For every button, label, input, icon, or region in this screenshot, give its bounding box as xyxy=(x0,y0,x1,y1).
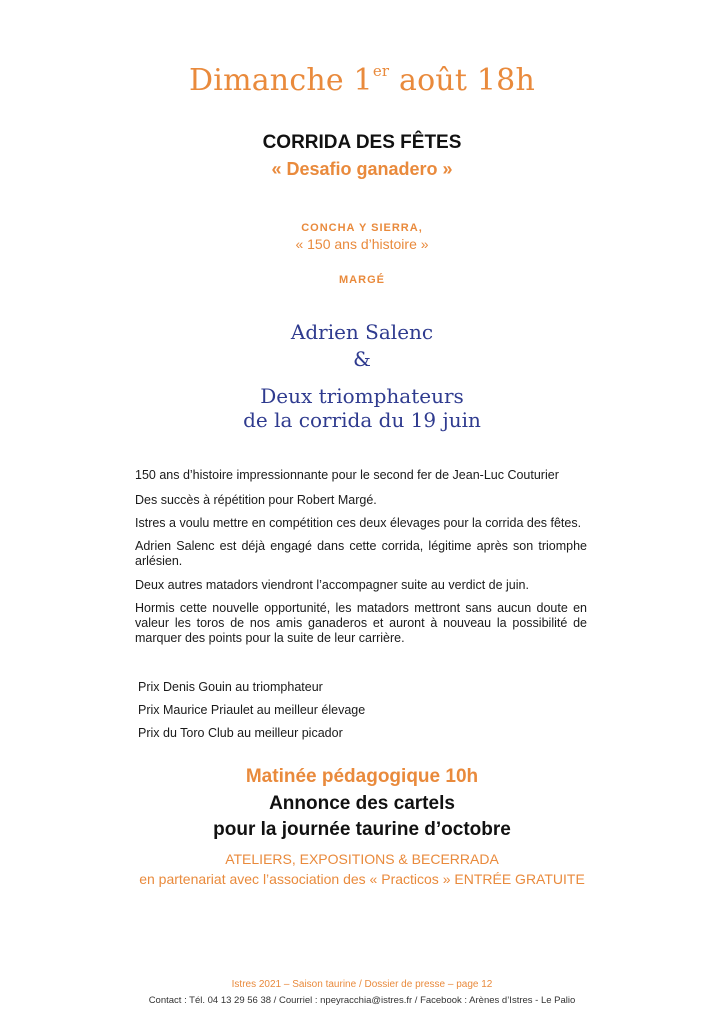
prize-3: Prix du Toro Club au meilleur picador xyxy=(138,726,343,740)
matinee-subtitle-2: pour la journée taurine d’octobre xyxy=(213,819,511,840)
event-date-heading xyxy=(0,62,724,98)
matinee-subtitle-1: Annonce des cartels xyxy=(269,793,455,814)
body-paragraph-1: 150 ans d’histoire impressionnante pour le second fer de Jean-Luc Couturier xyxy=(135,468,559,482)
breeder-marge: MARGÉ xyxy=(339,274,385,286)
matador-ampersand: & xyxy=(353,347,371,371)
body-paragraph-6: Hormis cette nouvelle opportunité, les matadors mettront sans aucun doute en valeur les toros de nos amis ganaderos et auront à nouveau la possibilité de marquer des points pour la suite de leur carrière. xyxy=(135,601,587,645)
event-subtitle: « Desafio ganadero » xyxy=(271,159,453,179)
body-paragraph-2: Des succès à répétition pour Robert Margé. xyxy=(135,493,377,507)
date-main: Dimanche 1 xyxy=(189,63,373,98)
matador-line-4: de la corrida du 19 juin xyxy=(243,408,481,432)
footer-page-info: Istres 2021 – Saison taurine / Dossier de presse – page 12 xyxy=(231,979,493,990)
matinee-title: Matinée pédagogique 10h xyxy=(245,766,479,787)
body-paragraph-5: Deux autres matadors viendront l’accompagner suite au verdict de juin. xyxy=(135,578,529,592)
matinee-info-2: en partenariat avec l’association des « Practicos » ENTRÉE GRATUITE xyxy=(139,871,585,887)
matador-line-1: Adrien Salenc xyxy=(290,320,434,344)
date-rest: août 18h xyxy=(389,63,535,98)
prize-2: Prix Maurice Priaulet au meilleur élevage xyxy=(138,703,366,717)
footer-contact: Contact : Tél. 04 13 29 56 38 / Courriel : npeyracchia@istres.fr / Facebook : Arènes d’Istres - Le Palio xyxy=(148,995,576,1006)
body-paragraph-3: Istres a voulu mettre en compétition ces deux élevages pour la corrida des fêtes. xyxy=(135,516,582,530)
breeder-note: « 150 ans d’histoire » xyxy=(295,236,429,252)
body-paragraph-4: Adrien Salenc est déjà engagé dans cette corrida, légitime après son triomphe arlésien. xyxy=(135,539,587,568)
breeder-concha-y-sierra: CONCHA Y SIERRA, xyxy=(301,222,423,234)
matinee-info-1: ATELIERS, EXPOSITIONS & BECERRADA xyxy=(225,851,499,867)
date-superscript: er xyxy=(372,62,390,80)
prize-1: Prix Denis Gouin au triomphateur xyxy=(138,680,323,694)
matador-line-3: Deux triomphateurs xyxy=(260,384,464,408)
event-title: CORRIDA DES FÊTES xyxy=(262,132,462,153)
